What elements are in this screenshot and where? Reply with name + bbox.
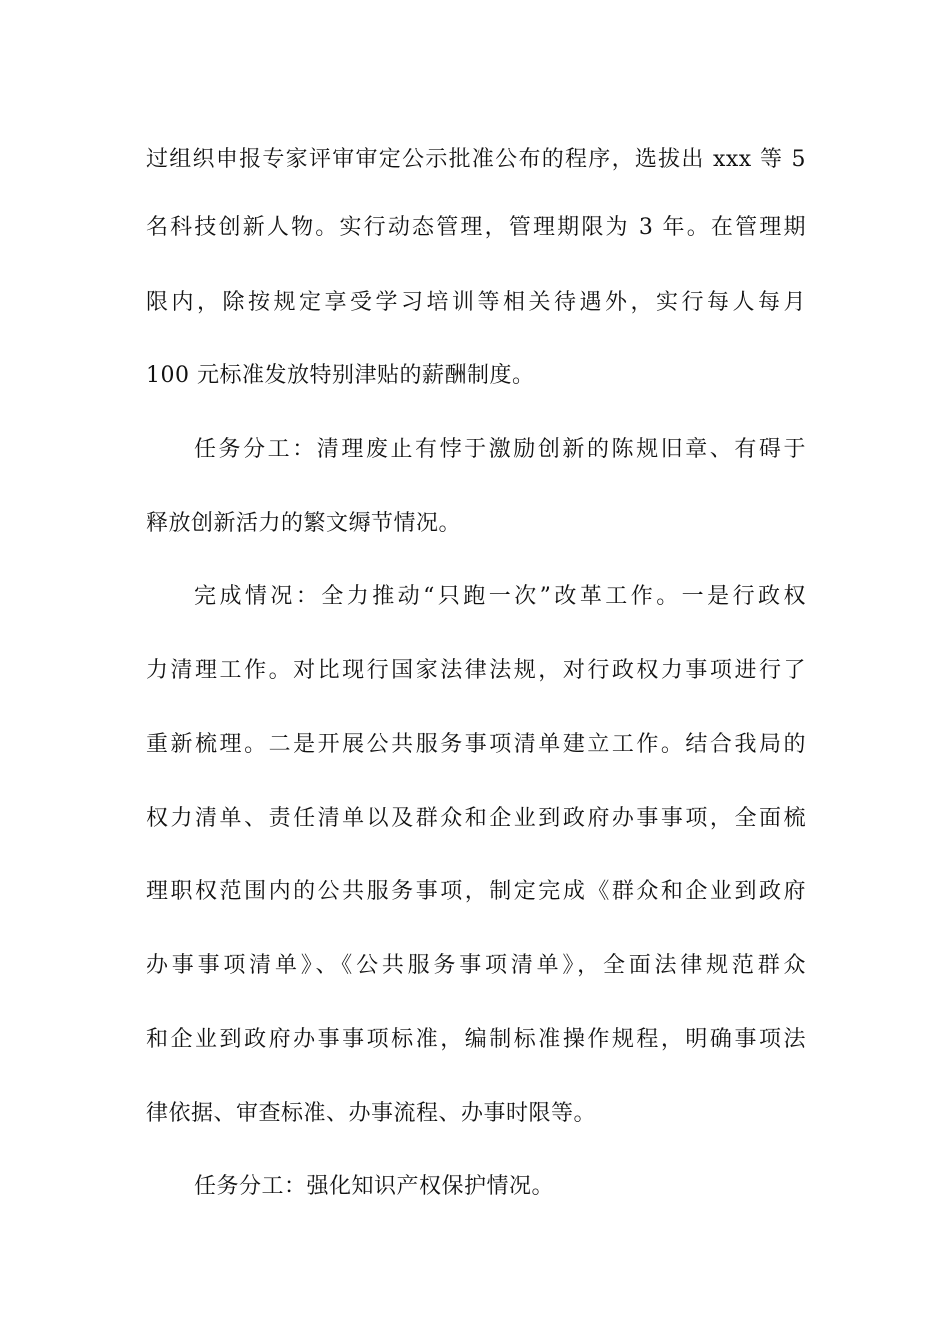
paragraph-line: 律依据、审查标准、办事流程、办事时限等。 <box>146 1101 597 1126</box>
paragraph-line: 重新梳理。二是开展公共服务事项清单建立工作。结合我局的 <box>146 732 806 757</box>
paragraph-line: 权力清单、责任清单以及群众和企业到政府办事事项，全面梳 <box>146 806 806 831</box>
paragraph-line: 释放创新活力的繁文缛节情况。 <box>146 511 462 536</box>
paragraph-line: 任务分工：强化知识产权保护情况。 <box>194 1174 555 1199</box>
paragraph-line: 过组织申报专家评审审定公示批准公布的程序，选拔出 xxx 等 5 <box>146 147 806 172</box>
paragraph-line: 力清理工作。对比现行国家法律法规，对行政权力事项进行了 <box>146 658 806 683</box>
paragraph-line: 100 元标准发放特别津贴的薪酬制度。 <box>146 363 535 388</box>
paragraph-line: 任务分工：清理废止有悖于激励创新的陈规旧章、有碍于 <box>194 437 806 462</box>
paragraph-line: 名科技创新人物。实行动态管理，管理期限为 3 年。在管理期 <box>146 215 806 240</box>
paragraph-line: 限内，除按规定享受学习培训等相关待遇外，实行每人每月 <box>146 290 806 315</box>
paragraph-line: 理职权范围内的公共服务事项，制定完成《群众和企业到政府 <box>146 879 806 904</box>
paragraph-line: 完成情况：全力推动“只跑一次”改革工作。一是行政权 <box>194 584 806 609</box>
paragraph-line: 和企业到政府办事事项标准，编制标准操作规程，明确事项法 <box>146 1027 806 1052</box>
paragraph-line: 办事事项清单》、《公共服务事项清单》，全面法律规范群众 <box>146 953 806 978</box>
